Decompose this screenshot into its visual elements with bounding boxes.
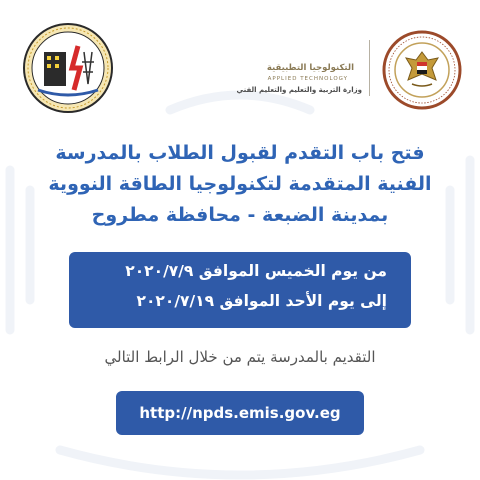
announcement-headline	[30, 138, 450, 231]
dates-box	[69, 252, 411, 328]
registration-link-button[interactable]	[116, 391, 364, 435]
header-divider	[369, 40, 370, 96]
applied-tech-english: APPLIED TECHNOLOGY	[267, 76, 348, 82]
start-date: من يوم الخميس الموافق ٢٠٢٠/٧/٩	[125, 262, 387, 280]
registration-link[interactable]: http://npds.emis.gov.eg	[139, 404, 341, 422]
end-date: إلى يوم الأحد الموافق ٢٠٢٠/٧/١٩	[136, 292, 387, 310]
headline-line-2: الفنية المتقدمة لتكنولوجيا الطاقة النووية	[48, 173, 432, 195]
headline-line-1: فتح باب التقدم لقبول الطلاب بالمدرسة	[55, 142, 425, 164]
applied-tech-arabic: التكنولوجيا التطبيقية	[266, 63, 354, 73]
ministry-seal-icon	[382, 30, 462, 110]
apply-instruction: التقديم بالمدرسة يتم من خلال الرابط التالي	[104, 348, 376, 366]
headline-line-3: بمدينة الضبعة - محافظة مطروح	[91, 204, 389, 226]
school-logo-icon	[22, 22, 114, 114]
ministry-name: وزارة التربية والتعليم والتعليم الفني	[236, 86, 362, 94]
